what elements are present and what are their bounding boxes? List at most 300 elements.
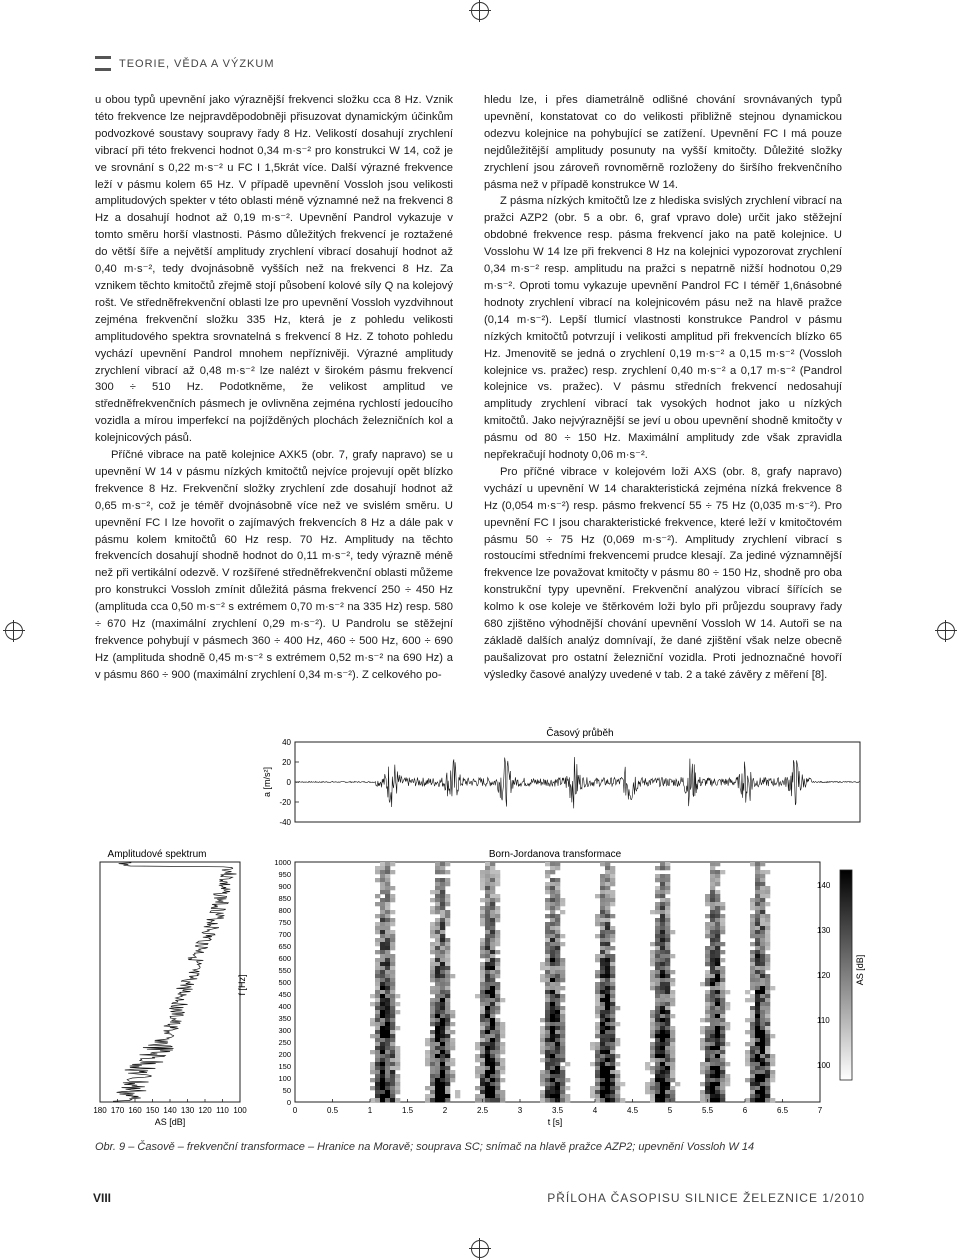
bj-cell: [370, 1034, 375, 1038]
bj-cell: [500, 1098, 505, 1102]
bj-cell: [385, 970, 390, 974]
bj-cell: [550, 914, 555, 918]
frequency-ytick-label: 650: [278, 942, 291, 951]
bj-cell: [605, 902, 610, 906]
bj-cell: [550, 902, 555, 906]
bj-cell: [385, 1094, 390, 1098]
bj-cell: [545, 1022, 550, 1026]
bj-cell: [670, 1074, 675, 1078]
bj-cell: [720, 1018, 725, 1022]
bj-cell: [610, 882, 615, 886]
bj-cell: [495, 1078, 500, 1082]
bj-cell: [710, 1014, 715, 1018]
bj-cell: [380, 1014, 385, 1018]
bj-cell: [385, 1006, 390, 1010]
bj-cell: [445, 958, 450, 962]
bj-cell: [610, 946, 615, 950]
bj-cell: [435, 1054, 440, 1058]
bj-cell: [710, 1030, 715, 1034]
bj-cell: [715, 950, 720, 954]
bj-cell: [430, 1002, 435, 1006]
bj-cell: [600, 1046, 605, 1050]
bj-cell: [595, 922, 600, 926]
bj-cell: [550, 930, 555, 934]
bj-cell: [660, 882, 665, 886]
bj-cell: [555, 886, 560, 890]
bj-cell: [755, 1098, 760, 1102]
bj-cell: [760, 978, 765, 982]
bj-cell: [760, 998, 765, 1002]
bj-cell: [595, 1046, 600, 1050]
bj-cell: [720, 1010, 725, 1014]
bj-cell: [710, 870, 715, 874]
bj-cell: [670, 1038, 675, 1042]
bj-cell: [660, 1022, 665, 1026]
bj-cell: [540, 1050, 545, 1054]
bj-cell: [595, 970, 600, 974]
bj-cell: [430, 934, 435, 938]
bj-cell: [480, 962, 485, 966]
bj-cell: [540, 1034, 545, 1038]
bj-cell: [435, 962, 440, 966]
bj-cell: [755, 938, 760, 942]
bj-cell: [380, 982, 385, 986]
bj-cell: [605, 1074, 610, 1078]
bj-cell: [665, 966, 670, 970]
bj-cell: [705, 978, 710, 982]
bj-cell: [480, 998, 485, 1002]
bj-cell: [560, 1094, 565, 1098]
bj-cell: [700, 1042, 705, 1046]
bj-cell: [710, 1002, 715, 1006]
bj-cell: [655, 974, 660, 978]
bj-cell: [670, 1046, 675, 1050]
bj-cell: [750, 1018, 755, 1022]
bj-cell: [370, 1070, 375, 1074]
bj-cell: [555, 942, 560, 946]
bj-cell: [435, 1094, 440, 1098]
bj-cell: [380, 882, 385, 886]
bj-cell: [600, 894, 605, 898]
bj-cell: [490, 1082, 495, 1086]
frequency-ytick-label: 1000: [274, 858, 291, 867]
bj-cell: [430, 926, 435, 930]
bj-cell: [605, 922, 610, 926]
bj-cell: [490, 1006, 495, 1010]
bj-cell: [385, 918, 390, 922]
bj-cell: [605, 934, 610, 938]
bj-cell: [545, 1086, 550, 1090]
bj-cell: [370, 1078, 375, 1082]
frequency-ytick-label: 350: [278, 1014, 291, 1023]
bj-cell: [490, 978, 495, 982]
bj-cell: [710, 1018, 715, 1022]
bj-cell: [485, 942, 490, 946]
bj-cell: [600, 946, 605, 950]
bj-cell: [720, 982, 725, 986]
bj-cell: [440, 938, 445, 942]
bj-cell: [485, 906, 490, 910]
bj-cell: [760, 914, 765, 918]
bj-cell: [755, 1022, 760, 1026]
bj-cell: [495, 910, 500, 914]
bj-cell: [550, 1090, 555, 1094]
bj-cell: [660, 942, 665, 946]
bj-cell: [390, 974, 395, 978]
bj-cell: [765, 922, 770, 926]
bj-cell: [445, 1090, 450, 1094]
bj-cell: [745, 990, 750, 994]
bj-cell: [665, 1082, 670, 1086]
bj-cell: [555, 878, 560, 882]
bj-cell: [605, 882, 610, 886]
figure-time-frequency: [95, 720, 865, 1140]
bj-cell: [375, 1078, 380, 1082]
bj-cell: [745, 1098, 750, 1102]
bj-cell: [430, 1010, 435, 1014]
bj-cell: [440, 986, 445, 990]
bj-cell: [760, 1074, 765, 1078]
bj-cell: [670, 1054, 675, 1058]
bj-cell: [485, 962, 490, 966]
bj-cell: [750, 1046, 755, 1050]
bj-cell: [425, 1086, 430, 1090]
bj-cell: [440, 970, 445, 974]
bj-cell: [605, 910, 610, 914]
bj-cell: [755, 1082, 760, 1086]
bj-cell: [765, 870, 770, 874]
bj-cell: [760, 1058, 765, 1062]
bj-cell: [715, 1034, 720, 1038]
bj-cell: [435, 862, 440, 866]
bj-cell: [445, 1058, 450, 1062]
bj-cell: [715, 974, 720, 978]
bj-cell: [665, 978, 670, 982]
bj-cell: [435, 1014, 440, 1018]
bj-cell: [480, 898, 485, 902]
bj-cell: [495, 1038, 500, 1042]
bj-cell: [715, 898, 720, 902]
bj-cell: [385, 902, 390, 906]
bj-cell: [660, 898, 665, 902]
bj-cell: [765, 1082, 770, 1086]
bj-cell: [500, 1030, 505, 1034]
bj-cell: [655, 970, 660, 974]
bj-cell: [480, 1014, 485, 1018]
bj-cell: [395, 1046, 400, 1050]
bj-cell: [665, 898, 670, 902]
bj-cell: [655, 1094, 660, 1098]
bj-cell: [660, 938, 665, 942]
bj-cell: [485, 926, 490, 930]
bj-cell: [490, 1022, 495, 1026]
bj-cell: [705, 990, 710, 994]
bj-cell: [385, 974, 390, 978]
bj-cell: [755, 986, 760, 990]
bj-cell: [650, 910, 655, 914]
bj-cell: [600, 974, 605, 978]
bj-cell: [765, 1010, 770, 1014]
bj-cell: [440, 982, 445, 986]
bj-cell: [565, 1098, 570, 1102]
bj-cell: [665, 1090, 670, 1094]
bj-cell: [595, 1082, 600, 1086]
bj-cell: [445, 910, 450, 914]
bj-cell: [550, 934, 555, 938]
bj-cell: [480, 982, 485, 986]
bj-cell: [490, 994, 495, 998]
bj-cell: [490, 1074, 495, 1078]
bj-xtick-label: 2: [442, 1106, 448, 1115]
bj-cell: [655, 942, 660, 946]
bj-cell: [435, 1082, 440, 1086]
bj-cell: [375, 1026, 380, 1030]
bj-cell: [605, 898, 610, 902]
bj-cell: [755, 870, 760, 874]
bj-cell: [765, 954, 770, 958]
bj-cell: [545, 982, 550, 986]
bj-cell: [430, 1058, 435, 1062]
bj-cell: [475, 1094, 480, 1098]
bj-cell: [650, 1050, 655, 1054]
bj-cell: [720, 1046, 725, 1050]
bj-cell: [600, 954, 605, 958]
bj-cell: [390, 918, 395, 922]
bj-cell: [440, 914, 445, 918]
bj-cell: [595, 990, 600, 994]
bj-cell: [655, 1062, 660, 1066]
bj-cell: [760, 1082, 765, 1086]
bj-cell: [440, 898, 445, 902]
bj-cell: [720, 1086, 725, 1090]
bj-cell: [715, 1098, 720, 1102]
bj-cell: [380, 970, 385, 974]
frequency-ytick-label: 400: [278, 1002, 291, 1011]
colorbar-label: AS [dB]: [855, 954, 865, 986]
bj-cell: [435, 1010, 440, 1014]
bj-cell: [485, 930, 490, 934]
bj-cell: [395, 1002, 400, 1006]
bj-cell: [380, 1062, 385, 1066]
bj-cell: [445, 1002, 450, 1006]
bj-cell: [615, 1078, 620, 1082]
bj-cell: [455, 1094, 460, 1098]
bj-cell: [385, 1010, 390, 1014]
bj-cell: [610, 1058, 615, 1062]
bj-cell: [710, 862, 715, 866]
bj-cell: [375, 922, 380, 926]
bj-cell: [715, 934, 720, 938]
bj-cell: [760, 890, 765, 894]
bj-cell: [490, 1026, 495, 1030]
bj-cell: [380, 1002, 385, 1006]
bj-xtick-label: 3: [517, 1106, 523, 1115]
bj-cell: [560, 1074, 565, 1078]
bj-cell: [760, 882, 765, 886]
bj-cell: [555, 1050, 560, 1054]
bj-cell: [435, 978, 440, 982]
bj-cell: [550, 886, 555, 890]
bj-cell: [655, 910, 660, 914]
bj-cell: [440, 1018, 445, 1022]
bj-cell: [655, 906, 660, 910]
bj-cell: [665, 986, 670, 990]
bj-cell: [485, 1042, 490, 1046]
bj-cell: [485, 1050, 490, 1054]
bj-cell: [755, 910, 760, 914]
bj-cell: [560, 898, 565, 902]
bj-cell: [490, 1010, 495, 1014]
bj-cell: [485, 1066, 490, 1070]
bj-cell: [665, 862, 670, 866]
bj-cell: [490, 1038, 495, 1042]
bj-cell: [550, 998, 555, 1002]
frequency-ytick-label: 300: [278, 1026, 291, 1035]
bj-cell: [540, 1026, 545, 1030]
bj-cell: [375, 914, 380, 918]
bj-cell: [765, 1086, 770, 1090]
bj-cell: [550, 1042, 555, 1046]
bj-cell: [720, 1006, 725, 1010]
bj-cell: [435, 882, 440, 886]
bj-cell: [655, 962, 660, 966]
bj-cell: [700, 1062, 705, 1066]
bj-cell: [745, 1058, 750, 1062]
bj-cell: [395, 1026, 400, 1030]
bj-cell: [545, 1066, 550, 1070]
bj-cell: [550, 1050, 555, 1054]
bj-cell: [710, 1042, 715, 1046]
bj-cell: [435, 922, 440, 926]
bj-cell: [760, 1046, 765, 1050]
bj-cell: [760, 986, 765, 990]
bj-cell: [450, 1042, 455, 1046]
bj-cell: [390, 1026, 395, 1030]
bj-cell: [430, 1018, 435, 1022]
bj-cell: [560, 1026, 565, 1030]
bj-cell: [745, 998, 750, 1002]
bj-cell: [440, 942, 445, 946]
bj-cell: [595, 918, 600, 922]
bj-cell: [395, 1098, 400, 1102]
bj-cell: [540, 1042, 545, 1046]
bj-cell: [725, 1082, 730, 1086]
bj-cell: [490, 1034, 495, 1038]
bj-cell: [440, 998, 445, 1002]
bj-cell: [720, 994, 725, 998]
bj-cell: [600, 1086, 605, 1090]
bj-cell: [545, 954, 550, 958]
bj-cell: [560, 934, 565, 938]
bj-cell: [750, 978, 755, 982]
bj-cell: [550, 1078, 555, 1082]
bj-cell: [650, 962, 655, 966]
bj-cell: [490, 1050, 495, 1054]
bj-cell: [560, 966, 565, 970]
bj-cell: [380, 1058, 385, 1062]
bj-cell: [425, 1054, 430, 1058]
bj-cell: [650, 942, 655, 946]
bj-cell: [715, 986, 720, 990]
bj-cell: [715, 1026, 720, 1030]
bj-cell: [665, 942, 670, 946]
bj-xlabel: t [s]: [547, 1117, 563, 1127]
bj-cell: [650, 1026, 655, 1030]
bj-cell: [370, 1062, 375, 1066]
bj-cell: [495, 1022, 500, 1026]
bj-cell: [440, 1030, 445, 1034]
bj-cell: [490, 1018, 495, 1022]
bj-cell: [425, 1094, 430, 1098]
bj-cell: [600, 950, 605, 954]
bj-cell: [715, 890, 720, 894]
bj-cell: [560, 1034, 565, 1038]
spectrum-xtick-label: 150: [145, 1106, 160, 1115]
bj-cell: [495, 1058, 500, 1062]
bj-cell: [435, 1034, 440, 1038]
bj-cell: [545, 1054, 550, 1058]
bj-cell: [375, 894, 380, 898]
bj-cell: [710, 986, 715, 990]
bj-cell: [720, 1026, 725, 1030]
bj-cell: [605, 1014, 610, 1018]
bj-cell: [440, 946, 445, 950]
bj-cell: [480, 910, 485, 914]
bj-cell: [440, 862, 445, 866]
bj-cell: [380, 1022, 385, 1026]
bj-cell: [485, 1010, 490, 1014]
bj-cell: [560, 958, 565, 962]
bj-cell: [500, 1070, 505, 1074]
bj-cell: [755, 918, 760, 922]
bj-cell: [715, 882, 720, 886]
bj-cell: [480, 906, 485, 910]
bj-cell: [610, 1094, 615, 1098]
bj-cell: [440, 878, 445, 882]
bj-cell: [750, 986, 755, 990]
bj-cell: [485, 1046, 490, 1050]
bj-cell: [660, 918, 665, 922]
bj-cell: [390, 886, 395, 890]
bj-cell: [600, 862, 605, 866]
bj-cell: [555, 906, 560, 910]
bj-cell: [705, 894, 710, 898]
bj-cell: [655, 934, 660, 938]
bj-cell: [395, 1010, 400, 1014]
bj-cell: [560, 1030, 565, 1034]
bj-cell: [755, 1010, 760, 1014]
bj-cell: [480, 1022, 485, 1026]
bj-cell: [480, 1038, 485, 1042]
bj-cell: [715, 926, 720, 930]
bj-cell: [610, 874, 615, 878]
bj-cell: [550, 890, 555, 894]
bj-cell: [705, 1078, 710, 1082]
bj-cell: [605, 1086, 610, 1090]
bj-cell: [610, 1038, 615, 1042]
bj-cell: [595, 1062, 600, 1066]
bj-cell: [750, 1090, 755, 1094]
bj-cell: [600, 994, 605, 998]
bj-cell: [385, 938, 390, 942]
bj-cell: [715, 1074, 720, 1078]
bj-cell: [600, 942, 605, 946]
bj-cell: [765, 930, 770, 934]
bj-cell: [660, 1070, 665, 1074]
bj-cell: [380, 1086, 385, 1090]
bj-cell: [390, 1094, 395, 1098]
bj-cell: [480, 954, 485, 958]
